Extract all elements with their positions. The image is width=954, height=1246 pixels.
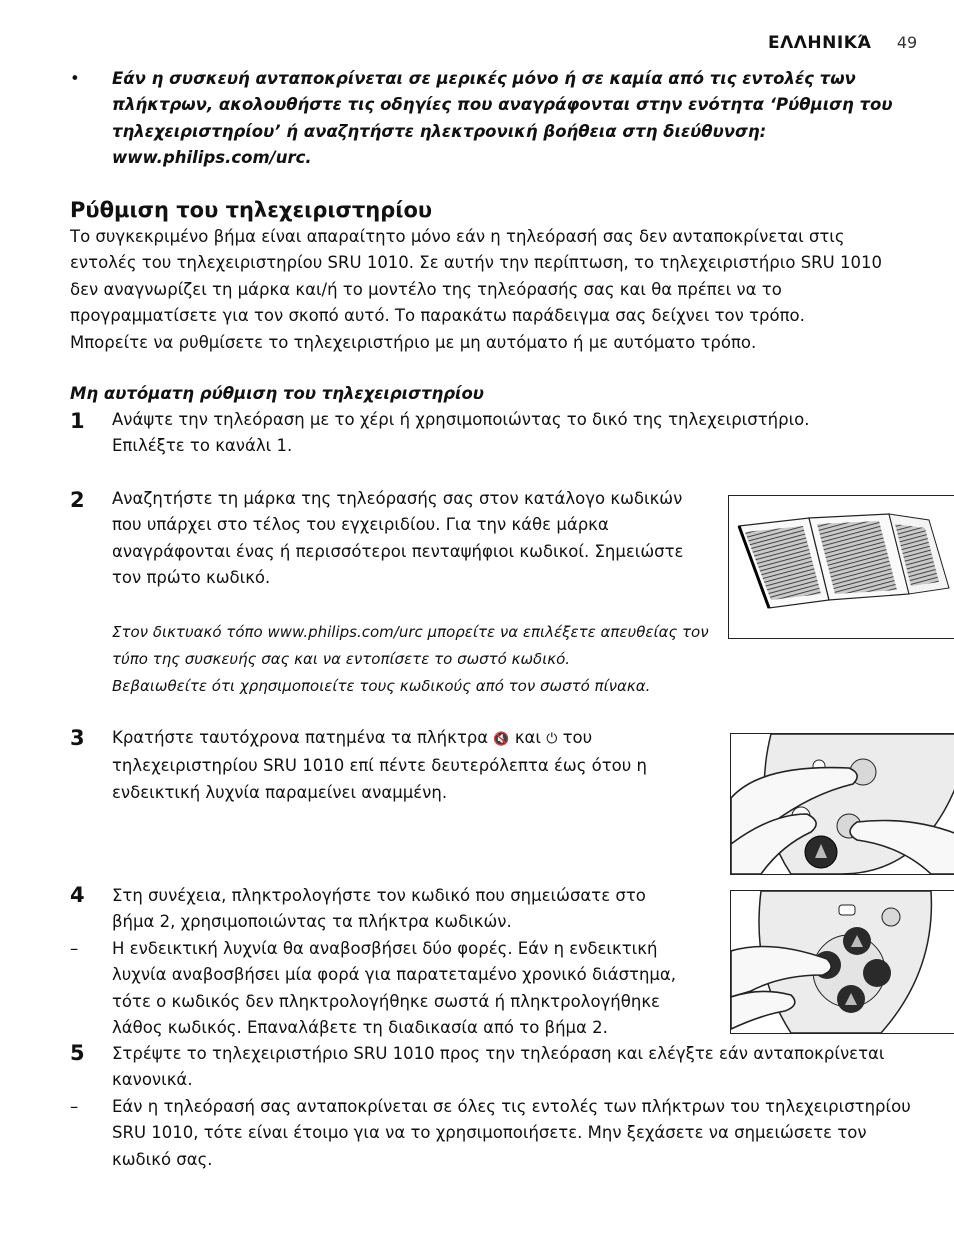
- step-line: Στη συνέχεια, πληκτρολογήστε τον κωδικό που σημειώσατε στο: [112, 886, 646, 905]
- dash-line: λάθος κωδικός. Επαναλάβετε τη διαδικασία από το βήμα 2.: [112, 1018, 608, 1038]
- step-number: 5: [70, 1041, 85, 1065]
- mute-icon: 🔇: [493, 732, 510, 747]
- step-1-text: [112, 407, 932, 460]
- intro-line: πλήκτρων, ακολουθήστε τις οδηγίες που αναγράφονται στην ενότητα ‘Ρύθμιση του: [112, 95, 893, 115]
- step-line: Στρέψτε το τηλεχειριστήριο SRU 1010 προς την τηλεόραση και ελέγξτε εάν ανταποκρίνεται: [112, 1044, 885, 1063]
- power-icon: ⏻: [546, 731, 558, 747]
- step-line: Αναζητήστε τη μάρκα της τηλεόρασής σας στον κατάλογο κωδικών: [112, 489, 683, 508]
- step-3-text: [112, 725, 722, 806]
- step-line: Επιλέξτε το κανάλι 1.: [112, 436, 293, 456]
- step-3-line-1-b: και: [514, 728, 541, 747]
- intro-line: Εάν η συσκευή ανταποκρίνεται σε μερικές μόνο ή σε καμία από τις εντολές των: [112, 69, 856, 88]
- intro-line: τηλεχειριστηρίου’ ή αναζητήστε ηλεκτρονική βοήθεια στη διεύθυνση:: [112, 121, 767, 141]
- code-book-illustration: [728, 495, 954, 639]
- step-2-note: [112, 619, 732, 700]
- dash-symbol: –: [70, 939, 79, 958]
- page-number: 49: [896, 33, 918, 52]
- intro-bullet-text: [112, 66, 912, 172]
- dash-line: SRU 1010, τότε είναι έτοιμο για να το χρησιμοποιήσετε. Μην ξεχάσετε να σημειώσετε τον: [112, 1123, 867, 1143]
- step-5-text: [112, 1041, 942, 1094]
- note-line: Στον δικτυακό τόπο www.philips.com/urc μπορείτε να επιλέξετε απευθείας τον: [112, 623, 709, 641]
- step-line: βήμα 2, χρησιμοποιώντας τα πλήκτρα κωδικών.: [112, 912, 512, 932]
- intro-line: www.philips.com/urc.: [112, 148, 312, 168]
- step-4-text: [112, 883, 722, 936]
- step-number: 2: [70, 488, 85, 512]
- dash-line: Εάν η τηλεόρασή σας ανταποκρίνεται σε όλες τις εντολές των πλήκτρων του τηλεχειριστηρίου: [112, 1097, 911, 1116]
- step-line: Ανάψτε την τηλεόραση με το χέρι ή χρησιμοποιώντας το δικό της τηλεχειριστήριο.: [112, 410, 810, 429]
- section-title: Ρύθμιση του τηλεχειριστηρίου: [70, 198, 433, 222]
- step-4-dash-text: [112, 936, 722, 1042]
- paragraph-line: προγραμματίσετε για τον σκοπό αυτό. Το παρακάτω παράδειγμα σας δείχνει τον τρόπο.: [70, 306, 805, 326]
- step-number: 1: [70, 409, 85, 433]
- step-number: 4: [70, 883, 85, 907]
- step-2-text: [112, 486, 722, 592]
- dash-symbol: –: [70, 1097, 79, 1116]
- paragraph-line: Το συγκεκριμένο βήμα είναι απαραίτητο μόνο εάν η τηλεόρασή σας δεν ανταποκρίνεται στις: [70, 227, 845, 246]
- step-3-line-1-c: του: [562, 728, 593, 747]
- step-line: τηλεχειριστηρίου SRU 1010 επί πέντε δευτερόλεπτα έως ότου η: [112, 756, 647, 776]
- dash-line: κωδικό σας.: [112, 1149, 213, 1169]
- bullet-symbol: •: [70, 69, 80, 88]
- paragraph-line: Μπορείτε να ρυθμίσετε το τηλεχειριστήριο με μη αυτόματο ή με αυτόματο τρόπο.: [70, 332, 757, 352]
- dash-line: λυχνία αναβοσβήσει μία φορά για παρατεταμένο χρονικό διάστημα,: [112, 965, 677, 985]
- step-line: τον πρώτο κωδικό.: [112, 568, 271, 588]
- dash-line: Η ενδεικτική λυχνία θα αναβοσβήσει δύο φορές. Εάν η ενδεικτική: [112, 939, 658, 958]
- step-3-line-1: [112, 725, 722, 753]
- step-line: κανονικά.: [112, 1070, 193, 1090]
- note-line: τύπο της συσκευής σας και να εντοπίσετε το σωστό κωδικό.: [112, 650, 571, 668]
- paragraph-line: εντολές του τηλεχειριστηρίου SRU 1010. Σε αυτήν την περίπτωση, το τηλεχειριστήριο SRU 1010: [70, 253, 882, 273]
- step-number: 3: [70, 726, 85, 750]
- step-line: ενδεικτική λυχνία παραμείνει αναμμένη.: [112, 782, 448, 802]
- step-line: αναγράφονται ένας ή περισσότεροι πενταψήφιοι κωδικοί. Σημειώστε: [112, 541, 684, 561]
- section-subtitle: Μη αυτόματη ρύθμιση του τηλεχειριστηρίου: [70, 384, 484, 403]
- remote-press-illustration: [730, 733, 954, 875]
- page-header: [768, 32, 917, 54]
- step-3-line-1-a: Κρατήστε ταυτόχρονα πατημένα τα πλήκτρα: [112, 728, 489, 747]
- header-language: ΕΛΛΗΝΙΚΆ: [768, 33, 872, 53]
- paragraph-line: δεν αναγνωρίζει τη μάρκα και/ή το μοντέλο της τηλεόρασής σας και θα πρέπει να το: [70, 279, 782, 299]
- step-5-dash-text: [112, 1094, 942, 1173]
- dash-line: τότε ο κωδικός δεν πληκτρολογήθηκε σωστά ή πληκτρολογήθηκε: [112, 991, 660, 1011]
- section-paragraph: [70, 224, 940, 356]
- remote-keypad-illustration: [730, 890, 954, 1034]
- note-line: Βεβαιωθείτε ότι χρησιμοποιείτε τους κωδικούς από τον σωστό πίνακα.: [112, 677, 651, 695]
- step-line: που υπάρχει στο τέλος του εγχειριδίου. Για την κάθε μάρκα: [112, 515, 609, 535]
